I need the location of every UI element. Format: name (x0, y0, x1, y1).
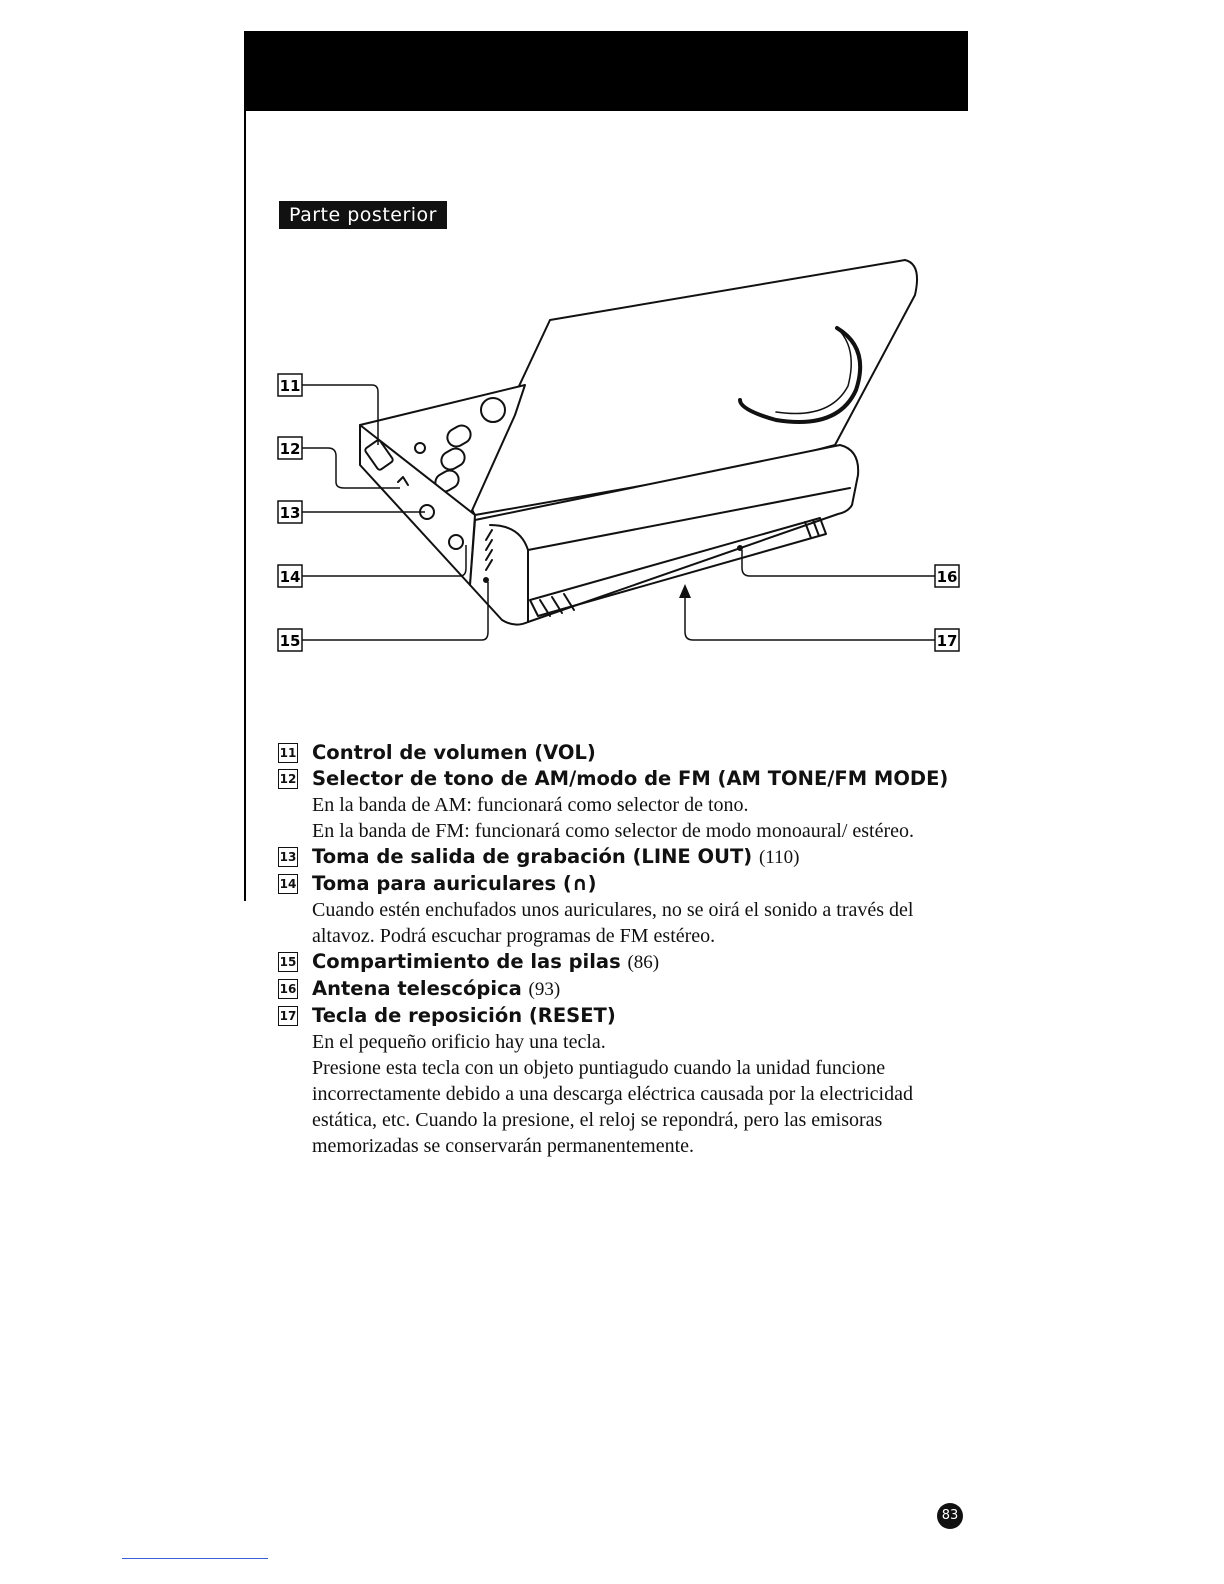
item-description: En el pequeño orificio hay una tecla. (312, 1031, 606, 1053)
section-tag: Parte posterior (279, 201, 447, 229)
item-title: Toma para auriculares (∩) (312, 872, 597, 895)
svg-text:17: 17 (936, 632, 958, 650)
page-reference: (93) (528, 979, 561, 1000)
item-title: Selector de tono de AM/modo de FM (AM TONE/FM MODE) (312, 767, 949, 790)
list-item (278, 1003, 968, 1159)
list-item (278, 740, 968, 766)
svg-text:11: 11 (279, 377, 301, 395)
list-item (278, 949, 968, 976)
item-number: 15 (278, 952, 298, 972)
item-number: 17 (278, 1006, 298, 1026)
item-number: 14 (278, 874, 298, 894)
item-title: Control de volumen (VOL) (312, 741, 596, 764)
item-title: Tecla de reposición (RESET) (312, 1004, 616, 1027)
svg-text:16: 16 (936, 568, 958, 586)
callout-12 (278, 437, 302, 459)
item-title: Toma de salida de grabación (LINE OUT) (110) (312, 845, 800, 868)
item-description: Presione esta tecla con un objeto puntiagudo cuando la unidad funcione incorrectamente debido a una descarga eléctrica causada por la electricidad estática, etc. Cuando la presione, el reloj se repondrá, pero las emisoras memorizadas se conservarán permanentemente. (312, 1057, 913, 1157)
item-number: 13 (278, 847, 298, 867)
list-item (278, 766, 968, 844)
callout-11 (278, 374, 302, 396)
list-item (278, 844, 968, 871)
item-number: 16 (278, 979, 298, 999)
item-description: En la banda de AM: funcionará como selector de tono. (312, 794, 749, 816)
callout-17 (935, 629, 959, 651)
item-description: Cuando estén enchufados unos auriculares, no se oirá el sonido a través del altavoz. Podrá escuchar programas de FM estéreo. (312, 899, 914, 947)
item-title: Compartimiento de las pilas (86) (312, 950, 660, 973)
list-item (278, 871, 968, 949)
callout-16 (935, 565, 959, 587)
svg-text:12: 12 (279, 440, 301, 458)
item-description: En la banda de FM: funcionará como selector de modo monoaural/ estéreo. (312, 820, 915, 842)
device-rear-illustration (260, 250, 980, 680)
callout-15 (278, 629, 302, 651)
callout-13 (278, 501, 302, 523)
item-number: 12 (278, 769, 298, 789)
header-bar (244, 31, 968, 111)
callout-14 (278, 565, 302, 587)
svg-text:14: 14 (279, 568, 301, 586)
footer-rule (122, 1558, 268, 1559)
item-number: 11 (278, 743, 298, 763)
list-item (278, 976, 968, 1003)
svg-text:15: 15 (279, 632, 301, 650)
page-reference: (86) (627, 952, 660, 973)
parts-list (278, 740, 968, 1159)
page-reference: (110) (758, 847, 800, 868)
item-title: Antena telescópica (93) (312, 977, 561, 1000)
svg-text:13: 13 (279, 504, 301, 522)
margin-rule (244, 111, 246, 901)
page-number: 83 (937, 1503, 963, 1529)
